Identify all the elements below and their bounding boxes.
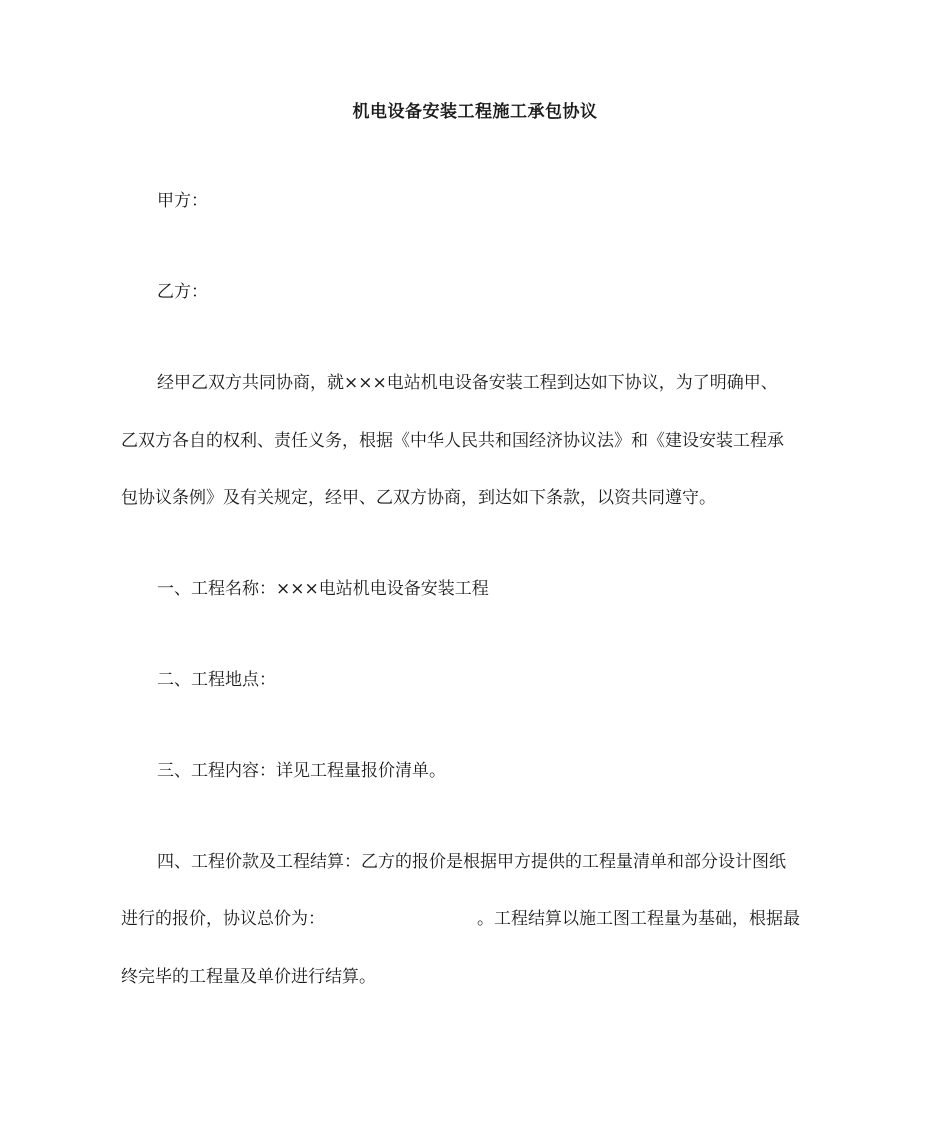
clause-4-line-1: 四、工程价款及工程结算：乙方的报价是根据甲方提供的工程量清单和部分设计图纸 [157, 852, 786, 872]
clause-3-project-content: 三、工程内容：详见工程量报价清单。 [157, 761, 446, 781]
clause-4-line-2-after: 。工程结算以施工图工程量为基础，根据最 [477, 909, 800, 929]
clause-2-project-location: 二、工程地点： [157, 670, 276, 690]
preamble-line-3: 包协议条例》及有关规定，经甲、乙双方协商，到达如下条款，以资共同遵守。 [121, 488, 716, 508]
clause-1-project-name: 一、工程名称：×××电站机电设备安装工程 [157, 579, 489, 599]
party-b-label: 乙方： [157, 282, 208, 302]
document-title: 机电设备安装工程施工承包协议 [352, 102, 598, 122]
party-a-label: 甲方： [157, 191, 208, 211]
clause-4-line-3: 终完毕的工程量及单价进行结算。 [121, 967, 376, 987]
clause-4-line-2-before: 进行的报价，协议总价为： [121, 909, 325, 929]
preamble-line-1: 经甲乙双方共同协商，就×××电站机电设备安装工程到达如下协议，为了明确甲、 [157, 373, 778, 393]
clause-4-line-2 [121, 907, 800, 931]
preamble-line-2: 乙双方各自的权利、责任义务，根据《中华人民共和国经济协议法》和《建设安装工程承 [121, 431, 784, 451]
